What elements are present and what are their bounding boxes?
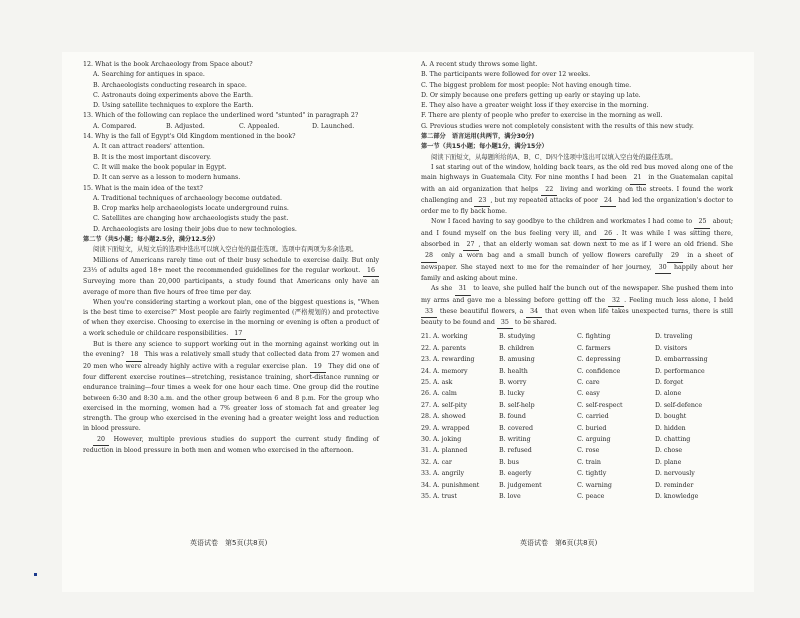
- choice-option[interactable]: B. studying: [499, 333, 536, 341]
- choice-row: [421, 377, 733, 388]
- choice-option[interactable]: B. love: [499, 493, 521, 501]
- choice-option[interactable]: C. peace: [577, 493, 605, 501]
- choice-option[interactable]: B. amusing: [499, 356, 535, 364]
- cloze-text: . It was while I was sitting there, absorbed in: [421, 229, 733, 249]
- choice-option[interactable]: 33. A. angrily: [421, 470, 465, 478]
- q13-option-b: B. Adjusted.: [166, 122, 205, 130]
- choice-option[interactable]: D. plane: [655, 458, 682, 466]
- section-1-instruction: 阅读下面短文，从每题所给的A、B、C、D四个选项中选出可以填入空白处的最佳选项。: [431, 153, 677, 161]
- choice-option[interactable]: C. train: [577, 458, 601, 466]
- cloze-text: , but my repeated attacks of poor: [490, 196, 598, 204]
- choice-option[interactable]: D. knowledge: [655, 493, 699, 501]
- cloze-text: to leave, she pulled half the bunch out of the newspaper. She pushed them into my arms and gave me a blessing before getting off the: [421, 285, 733, 304]
- q13-option-a: A. Compared.: [93, 122, 137, 130]
- blank-33[interactable]: 33: [421, 307, 437, 318]
- answer-choices: [421, 331, 733, 502]
- question-12-stem: 12. What is the book Archaeology from Space about?: [83, 61, 253, 68]
- choice-row: [421, 457, 733, 468]
- blank-29[interactable]: 29: [667, 251, 683, 262]
- cloze-paragraph-2: [421, 217, 733, 284]
- choice-option[interactable]: C. buried: [577, 424, 607, 432]
- choice-row: [421, 400, 733, 411]
- blank-35[interactable]: 35: [497, 318, 513, 329]
- choice-row: [421, 491, 733, 502]
- passage-paragraph-2: [83, 298, 379, 340]
- q14-option-d: D. It can serve as a lesson to modern humans.: [93, 174, 241, 182]
- choice-option[interactable]: 27. A. self-pity: [421, 401, 467, 409]
- q12-option-c: C. Astronauts doing experiments above the Earth.: [93, 91, 253, 99]
- question-14-stem: 14. Why is the fall of Egypt's Old Kingdom mentioned in the book?: [83, 133, 296, 141]
- choice-option[interactable]: 31. A. planned: [421, 447, 468, 455]
- q12-option-a: A. Searching for antiques in space.: [93, 71, 205, 79]
- q13-options: [83, 122, 379, 132]
- choice-option[interactable]: B. self-help: [499, 401, 535, 409]
- choice-row: [421, 388, 733, 399]
- blank-24[interactable]: 24: [600, 196, 616, 207]
- choice-option[interactable]: B. health: [499, 367, 528, 375]
- choice-option[interactable]: C. farmers: [577, 344, 611, 352]
- cloze-text: only a worn bag and a small bunch of yellow flowers carefully: [441, 252, 663, 260]
- question-15-stem: 15. What is the main idea of the text?: [83, 184, 203, 192]
- option-g: G. Previous studies were not completely consistent with the results of this new study.: [421, 122, 694, 130]
- choice-row: [421, 480, 733, 491]
- choice-row: [421, 445, 733, 456]
- blank-25[interactable]: 25: [694, 217, 710, 228]
- blank-27[interactable]: 27: [463, 240, 479, 251]
- cloze-text: I sat staring out of the window, holding back tears, as the old red bus moved along one of the main highways in Guatemala City. For nine months I had been: [421, 163, 733, 182]
- option-e: E. They also have a greater weight loss if they exercise in the morning.: [421, 102, 649, 110]
- choice-option[interactable]: D. traveling: [655, 333, 693, 341]
- choice-option[interactable]: C. rose: [577, 447, 600, 455]
- q15-option-a: A. Traditional techniques of archaeology become outdated.: [93, 194, 283, 202]
- blank-19[interactable]: 19: [310, 362, 326, 373]
- scan-mark: [34, 573, 37, 576]
- passage-paragraph-1: [83, 256, 379, 298]
- cloze-text: about; and I found myself on the bus feeling very ill, and: [421, 218, 733, 237]
- q13-option-c: C. Appealed.: [239, 122, 280, 130]
- left-page: [83, 60, 379, 456]
- cloze-text: had led the organization's doctor to order me to fly back home.: [421, 196, 733, 216]
- choice-row: [421, 423, 733, 434]
- choice-option[interactable]: B. writing: [499, 436, 531, 444]
- blank-21[interactable]: 21: [630, 173, 646, 184]
- choice-option[interactable]: C. depressing: [577, 356, 621, 364]
- choice-option[interactable]: B. lucky: [499, 390, 525, 398]
- passage-paragraph-4: [83, 435, 379, 457]
- cloze-paragraph-1: [421, 163, 733, 217]
- choice-option[interactable]: D. nervously: [655, 470, 695, 478]
- blank-28[interactable]: 28: [421, 251, 437, 262]
- choice-option[interactable]: C. self-respect: [577, 401, 623, 409]
- choice-option[interactable]: 28. A. showed: [421, 413, 466, 421]
- blank-16[interactable]: 16: [363, 266, 379, 277]
- choice-option[interactable]: D. hidden: [655, 424, 686, 432]
- choice-option[interactable]: C. care: [577, 379, 600, 387]
- p2-text-a: When you're considering starting a workout plan, one of the biggest questions is, "When is the best time to exercise?" Most people are fairly regimented (严格规划的) and protective of when they exercise. Choosing to exercise in the morning or evening is often a product of a work schedule or childcare responsibilities.: [83, 298, 379, 337]
- left-page-footer: 英语试卷 第5页(共8页): [190, 539, 268, 547]
- choice-option[interactable]: D. performance: [655, 367, 705, 375]
- choice-option[interactable]: D. self-defence: [655, 401, 703, 409]
- blank-34[interactable]: 34: [526, 307, 542, 318]
- choice-option[interactable]: B. judgement: [499, 481, 542, 489]
- choice-option[interactable]: C. fighting: [577, 333, 611, 341]
- blank-23[interactable]: 23: [474, 196, 490, 207]
- p3-text-c: They did one of four different exercise routines—stretching, resistance training, short-distance running or endurance training—four times a week for one hour each time. One group did the routine between 6:30 and 8:30 a.m. and the other group between 6 and 8 p.m. For the group who exercised in the morning, women had a 7% greater loss of stomach fat and greater leg strength. The group who exercised in the evening had a greater weight loss and reduction in blood pressure.: [83, 362, 379, 433]
- choice-option[interactable]: C. confidence: [577, 367, 621, 375]
- choice-option[interactable]: 35. A. trust: [421, 493, 457, 501]
- choice-option[interactable]: 23. A. rewarding: [421, 356, 475, 364]
- cloze-text: these beautiful flowers, a: [439, 307, 524, 315]
- choice-row: [421, 468, 733, 479]
- cloze-text: As she: [431, 285, 453, 293]
- option-c: C. The biggest problem for most people: Not having enough time.: [421, 81, 632, 89]
- choice-option[interactable]: D. chose: [655, 447, 683, 455]
- section-2-instruction: 阅读下面短文，从短文后的选项中选出可以填入空白处的最佳选项。选项中有两项为多余选项。: [93, 246, 358, 254]
- section-1-heading: 第一节（共15小题；每小题1分，满分15分）: [421, 143, 548, 151]
- q12-option-d: D. Using satellite techniques to explore the Earth.: [93, 102, 254, 110]
- q14-option-b: B. It is the most important discovery.: [93, 153, 212, 161]
- choice-option[interactable]: B. bus: [499, 458, 519, 466]
- p4-text-a: However, multiple previous studies do support the current study finding of reduction in blood pressure in both men and women who exercised in the afternoon.: [83, 435, 379, 454]
- choice-option[interactable]: 24. A. memory: [421, 367, 468, 375]
- q12-option-b: B. Archaeologists conducting research in space.: [93, 81, 247, 89]
- choice-option[interactable]: D. bought: [655, 413, 687, 421]
- choice-option[interactable]: D. embarrassing: [655, 356, 708, 364]
- blank-26[interactable]: 26: [600, 229, 616, 240]
- blank-32[interactable]: 32: [608, 296, 624, 307]
- choice-option[interactable]: B. eagerly: [499, 470, 532, 478]
- choice-option[interactable]: B. children: [499, 344, 535, 352]
- cloze-paragraph-3: [421, 284, 733, 329]
- choice-option[interactable]: D. forget: [655, 379, 684, 387]
- q13-option-d: D. Launched.: [312, 122, 355, 130]
- right-page: [421, 60, 733, 503]
- cloze-text: , that an elderly woman sat down next to me as if I were an old friend. She: [478, 241, 733, 249]
- blank-18[interactable]: 18: [126, 350, 142, 361]
- q15-option-b: B. Crop marks help archaeologists locate underground ruins.: [93, 205, 289, 213]
- q14-option-c: C. It will make the book popular in Egypt.: [93, 163, 227, 171]
- choice-option[interactable]: 26. A. calm: [421, 390, 457, 398]
- cloze-text: Now I faced having to say goodbye to the children and workmates I had come to: [431, 218, 693, 226]
- choice-option[interactable]: C. easy: [577, 390, 600, 398]
- choice-option[interactable]: C. tightly: [577, 470, 607, 478]
- p1-text-b: Surveying more than 20,000 participants, a study found that Americans only have an average of more than five hours of free time per day.: [83, 278, 379, 296]
- choice-option[interactable]: D. visitors: [655, 344, 688, 352]
- choice-option[interactable]: 25. A. ask: [421, 379, 453, 387]
- right-page-footer: 英语试卷 第6页(共8页): [520, 539, 598, 547]
- choice-option[interactable]: 21. A. working: [421, 333, 468, 341]
- blank-22[interactable]: 22: [541, 185, 557, 196]
- choice-row: [421, 343, 733, 354]
- cloze-text: happily about her family and asking about mine.: [421, 263, 733, 282]
- part-2-heading: 第二部分 语言运用(共两节，满分30分): [421, 133, 535, 141]
- cloze-text: in a sheet of newspaper. She stayed next to me for the remainder of her journey,: [421, 252, 733, 271]
- cloze-text: living and working on the streets. I found the work challenging and: [421, 185, 733, 204]
- p3-text-a: But is there any science to support working out in the morning against working out in the evening?: [83, 341, 379, 359]
- q14-option-a: A. It can attract readers' attention.: [93, 143, 205, 151]
- cloze-text: in the Guatemalan capital with an aid organization that helps: [421, 174, 733, 193]
- passage-paragraph-3: [83, 340, 379, 435]
- choice-option[interactable]: C. arguing: [577, 436, 611, 444]
- choice-row: [421, 411, 733, 422]
- choice-row: [421, 354, 733, 365]
- choice-option[interactable]: B. found: [499, 413, 526, 421]
- choice-row: [421, 434, 733, 445]
- choice-option[interactable]: B. worry: [499, 379, 527, 387]
- choice-option[interactable]: 32. A. car: [421, 458, 452, 466]
- choice-option[interactable]: 30. A. joking: [421, 436, 462, 444]
- choice-option[interactable]: 34. A. punishment: [421, 481, 480, 489]
- blank-31[interactable]: 31: [455, 284, 471, 295]
- option-b: B. The participants were followed for over 12 weeks.: [421, 71, 591, 79]
- choice-row: [421, 366, 733, 377]
- cloze-text: to be shared.: [514, 319, 557, 327]
- option-f: F. There are plenty of people who prefer to exercise in the morning as well.: [421, 112, 663, 120]
- blank-17[interactable]: 17: [230, 329, 246, 340]
- cloze-text: . Feeling much less alone, I held: [624, 296, 733, 304]
- question-13-stem: 13. Which of the following can replace the underlined word "stunted" in paragraph 2?: [83, 112, 359, 120]
- choice-option[interactable]: B. covered: [499, 424, 533, 432]
- q15-option-d: D. Archaeologists are losing their jobs due to new technologies.: [93, 225, 297, 233]
- cloze-text: that even when life takes unexpected turns, there is still beauty to be found and: [421, 307, 733, 327]
- option-d: D. Or simply because one prefers getting up early or staying up late.: [421, 91, 641, 99]
- p3-text-b: This was a relatively small study that collected data from 27 women and 20 men who were already highly active with a regular exercise plan.: [83, 351, 379, 370]
- choice-option[interactable]: D. alone: [655, 390, 682, 398]
- option-a: A. A recent study throws some light.: [421, 61, 538, 68]
- choice-option[interactable]: D. chatting: [655, 436, 691, 444]
- choice-option[interactable]: 22. A. parents: [421, 344, 466, 352]
- p1-text-a: Millions of Americans rarely time out of their busy schedule to exercise daily. But only 23⅓ of adults aged 18+ meet the recommended guidelines for the regular workout.: [83, 256, 379, 274]
- blank-20[interactable]: 20: [93, 435, 109, 446]
- choice-option[interactable]: C. warning: [577, 481, 612, 489]
- choice-option[interactable]: 29. A. wrapped: [421, 424, 470, 432]
- choice-option[interactable]: B. refused: [499, 447, 532, 455]
- choice-row: [421, 331, 733, 342]
- blank-30[interactable]: 30: [655, 263, 671, 274]
- section-2-heading: 第二节（共5小题；每小题2.5分，满分12.5分）: [83, 236, 219, 244]
- choice-option[interactable]: C. carried: [577, 413, 609, 421]
- q15-option-c: C. Satellites are changing how archaeologists study the past.: [93, 215, 289, 223]
- choice-option[interactable]: D. reminder: [655, 481, 694, 489]
